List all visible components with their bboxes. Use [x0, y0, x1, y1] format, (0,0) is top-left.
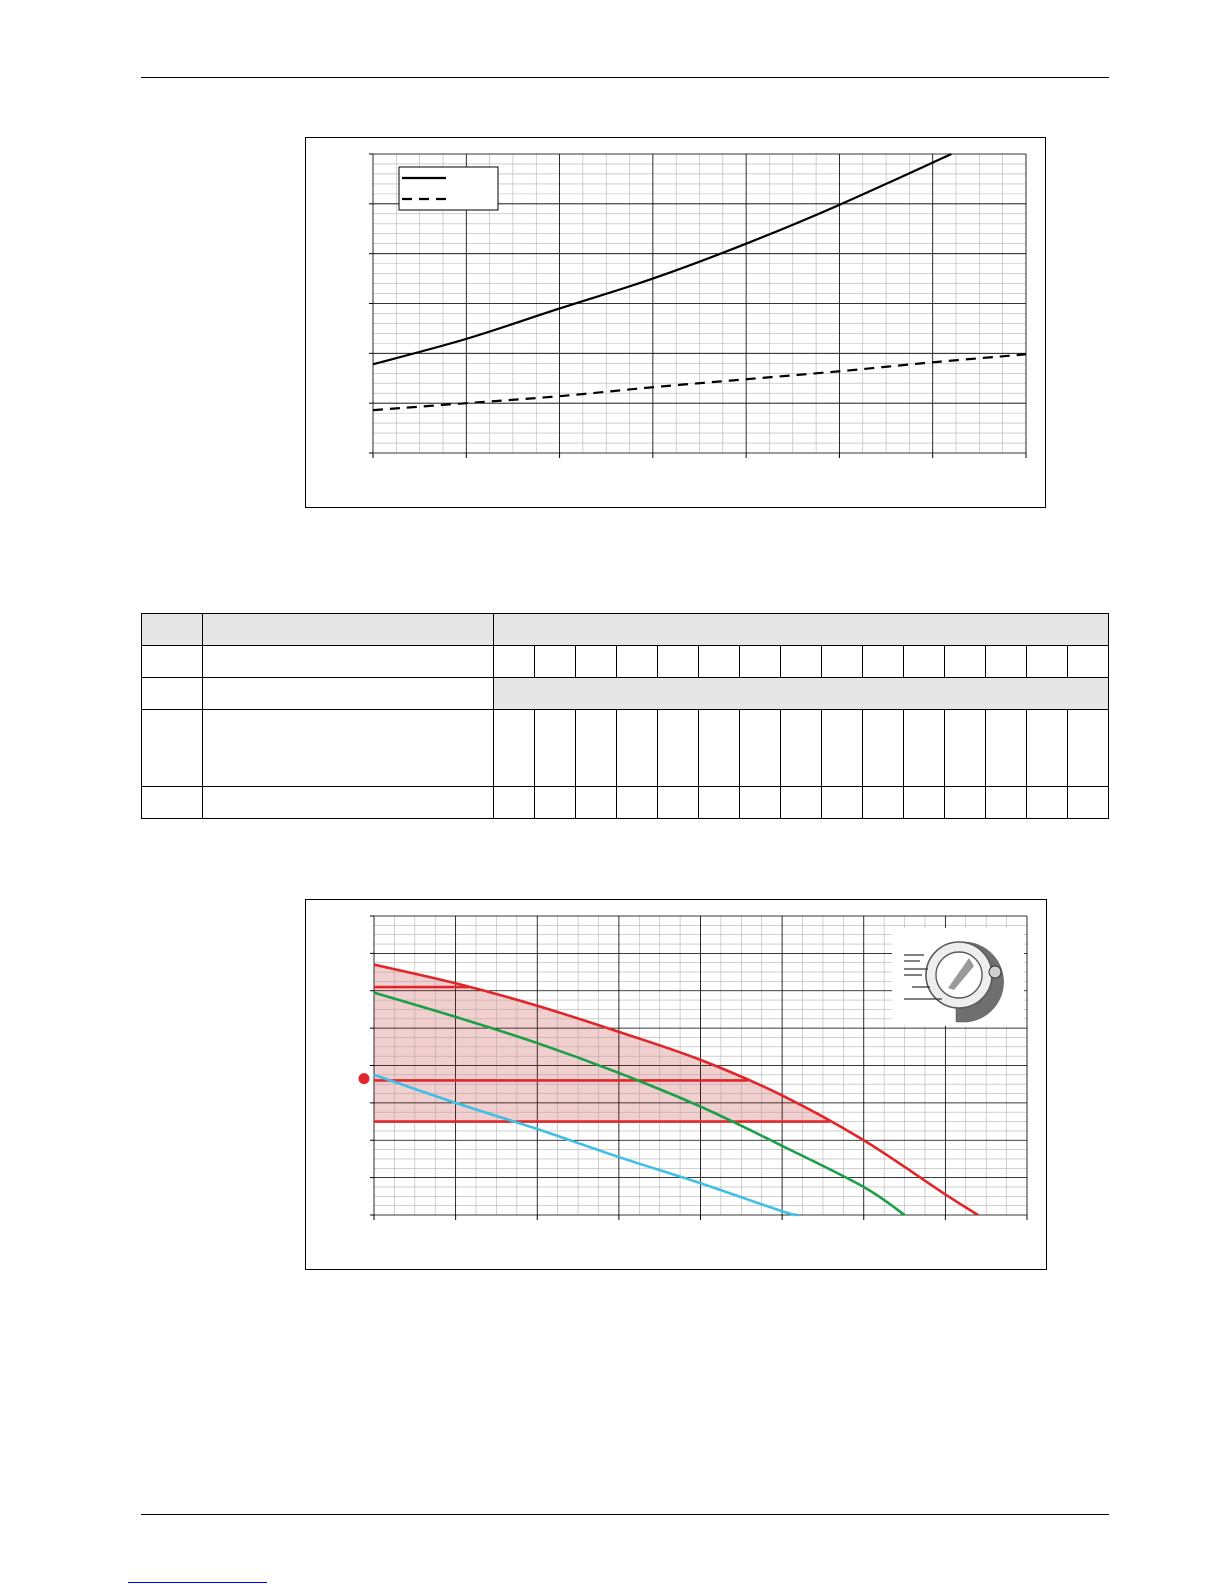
value-cell [699, 787, 740, 819]
value-cell [904, 646, 945, 678]
dial-knob-icon [989, 966, 1001, 978]
value-cell [1027, 787, 1068, 819]
row-label-cell [203, 614, 494, 646]
value-cell [617, 710, 658, 787]
value-cell [822, 787, 863, 819]
operating-point-marker [359, 1073, 370, 1084]
value-cell [494, 646, 535, 678]
value-cell [863, 646, 904, 678]
table-row [142, 678, 1109, 710]
value-cell [822, 710, 863, 787]
value-cell [945, 710, 986, 787]
value-cell [658, 710, 699, 787]
value-cell [945, 646, 986, 678]
table-row [142, 710, 1109, 787]
value-cell [1027, 646, 1068, 678]
value-cell [699, 710, 740, 787]
value-cell [1068, 710, 1109, 787]
value-cell [658, 787, 699, 819]
value-cell [904, 787, 945, 819]
span-value-cell [494, 614, 1109, 646]
row-number-cell [142, 678, 203, 710]
specification-table [141, 613, 1109, 819]
value-cell [494, 710, 535, 787]
top-chart-frame [305, 137, 1046, 508]
value-cell [781, 787, 822, 819]
value-cell [740, 710, 781, 787]
value-cell [986, 787, 1027, 819]
value-cell [535, 646, 576, 678]
header-rule [141, 77, 1109, 78]
pump-curve-chart-frame [305, 899, 1047, 1270]
row-number-cell [142, 787, 203, 819]
value-cell [781, 646, 822, 678]
row-label-cell [203, 646, 494, 678]
value-cell [740, 646, 781, 678]
value-cell [904, 710, 945, 787]
value-cell [863, 710, 904, 787]
row-label-cell [203, 678, 494, 710]
chart-legend [399, 167, 498, 210]
row-number-cell [142, 646, 203, 678]
row-number-cell [142, 614, 203, 646]
value-cell [576, 787, 617, 819]
value-cell [781, 710, 822, 787]
pump-curve-chart [306, 900, 1048, 1271]
value-cell [986, 710, 1027, 787]
table-row [142, 646, 1109, 678]
value-cell [494, 787, 535, 819]
value-cell [945, 787, 986, 819]
value-cell [617, 646, 658, 678]
row-label-cell [203, 710, 494, 787]
span-value-cell [494, 678, 1109, 710]
value-cell [576, 710, 617, 787]
value-cell [658, 646, 699, 678]
row-label-cell [203, 787, 494, 819]
pump-speed-selector-icon [892, 928, 1024, 1026]
value-cell [1027, 710, 1068, 787]
value-cell [863, 787, 904, 819]
value-cell [576, 646, 617, 678]
value-cell [617, 787, 658, 819]
legend-box [399, 167, 498, 210]
value-cell [1068, 787, 1109, 819]
value-cell [699, 646, 740, 678]
value-cell [740, 787, 781, 819]
table-row [142, 787, 1109, 819]
table-row [142, 614, 1109, 646]
row-number-cell [142, 710, 203, 787]
footer-rule [141, 1514, 1109, 1515]
value-cell [535, 787, 576, 819]
footer-link[interactable] [128, 1582, 267, 1583]
value-cell [822, 646, 863, 678]
value-cell [1068, 646, 1109, 678]
top-line-chart [306, 138, 1047, 509]
value-cell [535, 710, 576, 787]
value-cell [986, 646, 1027, 678]
